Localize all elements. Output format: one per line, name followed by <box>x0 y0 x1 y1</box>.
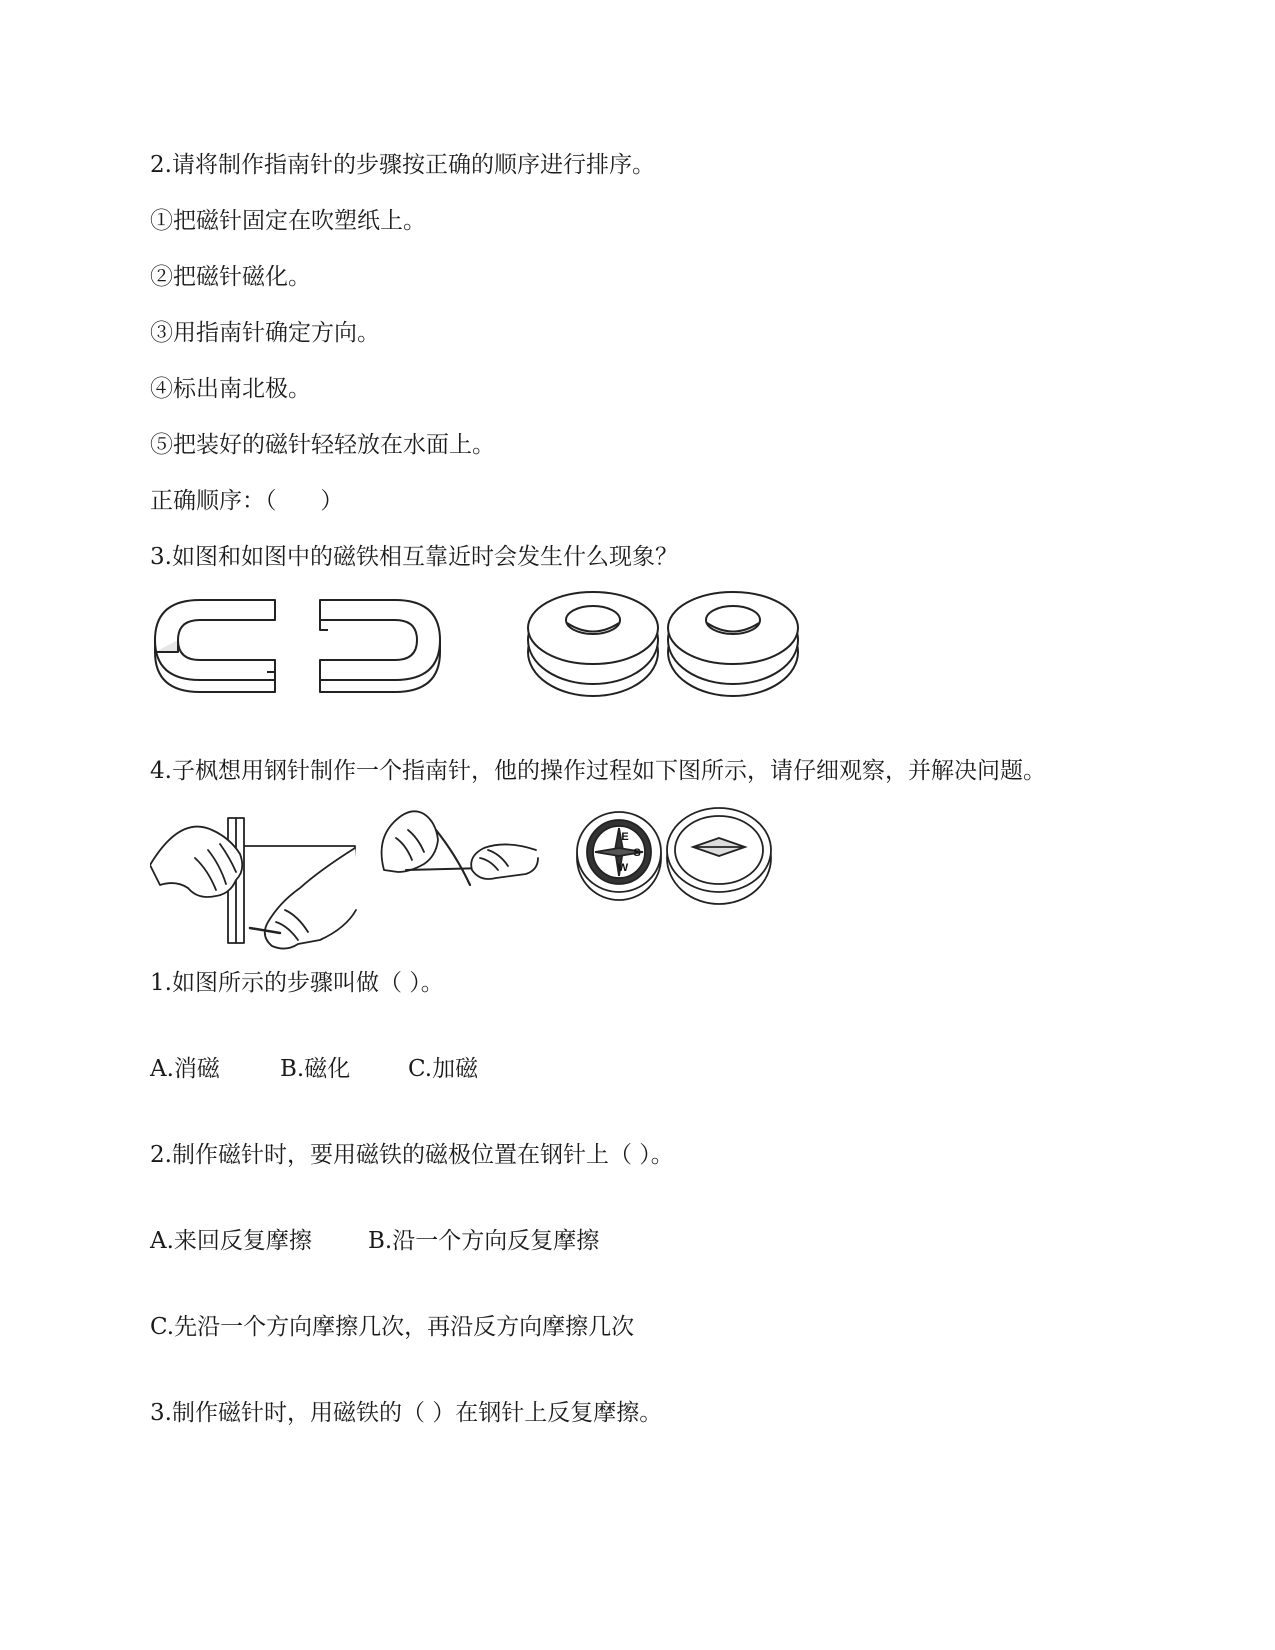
q4-sub2-option-c: C.先沿一个方向摩擦几次，再沿反方向摩擦几次 <box>150 1314 635 1340</box>
rubbing-needle-figure <box>150 810 360 955</box>
q2-step-1: ①把磁针固定在吹塑纸上。 <box>150 208 426 234</box>
q4-sub2-options <box>150 1226 599 1256</box>
q3-title: 3.如图和如图中的磁铁相互靠近时会发生什么现象？ <box>150 544 678 570</box>
q4-sub1-option-a: A.消磁 <box>150 1056 220 1082</box>
q4-sub1-option-c: C.加磁 <box>408 1056 479 1082</box>
q4-sub2-question: 2.制作磁针时，要用磁铁的磁极位置在钢针上（ ）。 <box>150 1142 674 1168</box>
q2-step-3: ③用指南针确定方向。 <box>150 320 380 346</box>
q4-sub1-question: 1.如图所示的步骤叫做（ ）。 <box>150 970 444 996</box>
compass-figure <box>575 800 775 908</box>
q4-sub3-question: 3.制作磁针时，用磁铁的（ ）在钢针上反复摩擦。 <box>150 1400 663 1426</box>
q2-step-5: ⑤把装好的磁针轻轻放在水面上。 <box>150 432 495 458</box>
q4-title: 4.子枫想用钢针制作一个指南针，他的操作过程如下图所示，请仔细观察，并解决问题。 <box>150 758 1046 784</box>
magnet-needle-figure <box>376 800 546 900</box>
ring-magnets-figure <box>525 590 825 705</box>
q2-step-4: ④标出南北极。 <box>150 376 311 402</box>
q4-sub1-options <box>150 1054 478 1084</box>
u-magnets-figure <box>150 590 450 700</box>
q2-step-2: ②把磁针磁化。 <box>150 264 311 290</box>
q4-sub2-option-b: B.沿一个方向反复摩擦 <box>368 1228 600 1254</box>
q2-title: 2.请将制作指南针的步骤按正确的顺序进行排序。 <box>150 152 655 178</box>
q4-sub2-option-a: A.来回反复摩擦 <box>150 1228 312 1254</box>
q4-sub1-option-b: B.磁化 <box>280 1056 351 1082</box>
compass-letter-s: S <box>633 847 641 859</box>
compass-letter-w: W <box>617 862 629 874</box>
compass-letter-e: E <box>621 831 629 843</box>
q2-answer-line: 正确顺序：（ ） <box>150 488 344 514</box>
